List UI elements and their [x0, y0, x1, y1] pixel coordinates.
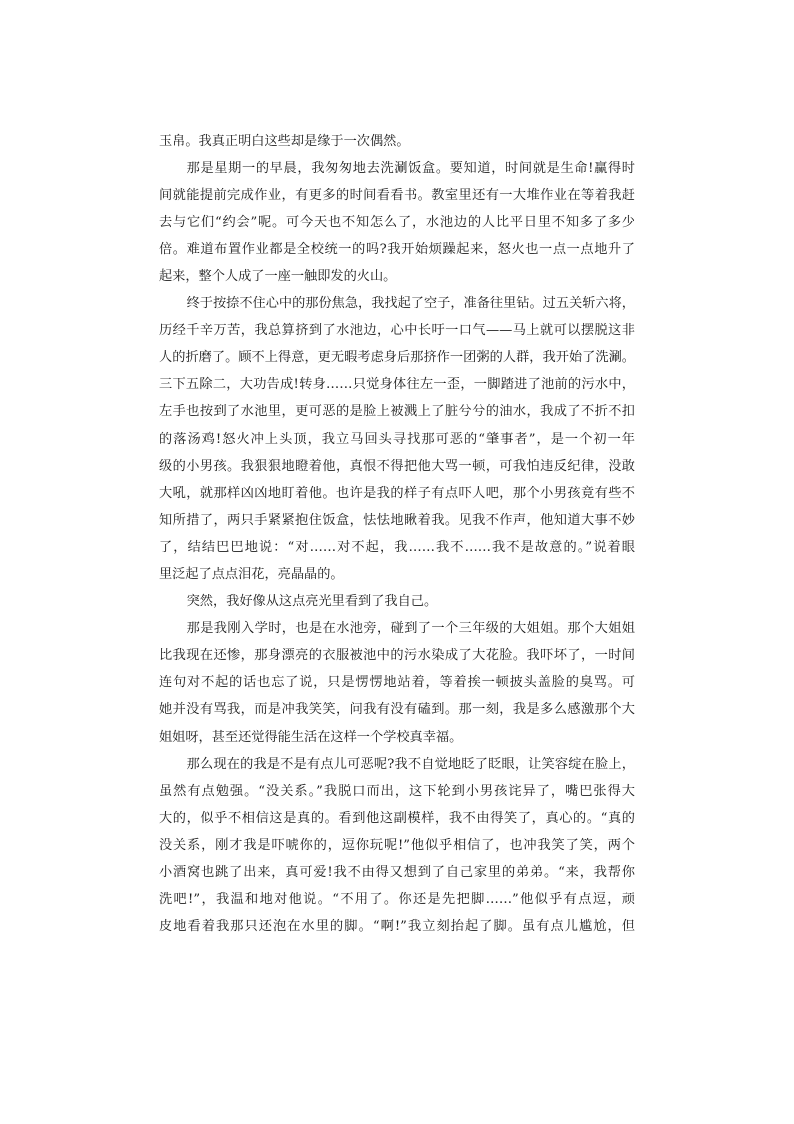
body-text	[159, 128, 635, 941]
text-line: 虽然有点勉强。“没关系。”我脱口而出，这下轮到小男孩诧异了，嘴巴张得大	[159, 783, 635, 799]
text-line: 洗吧!”，我温和地对他说。“不用了。你还是先把脚……”他似乎有点逗，顽	[159, 892, 635, 908]
text-line: 历经千辛万苦，我总算挤到了水池边，心中长吁一口气——马上就可以摆脱这非	[159, 323, 635, 339]
text-line: 终于按捺不住心中的那份焦急，我找起了空子，准备往里钻。过五关斩六将，	[186, 296, 635, 312]
text-line: 去与它们“约会”呢。可今天也不知怎么了，水池边的人比平日里不知多了多少	[159, 214, 635, 230]
paragraph	[159, 155, 635, 290]
paragraph	[159, 588, 635, 615]
text-line: 左手也按到了水池里，更可恶的是脸上被溅上了脏兮兮的油水，我成了不折不扣	[159, 404, 635, 420]
text-line: 的落汤鸡!怒火冲上头顶，我立马回头寻找那可恶的“肇事者”，是一个初一年	[159, 431, 635, 447]
text-line: 姐姐呀，甚至还觉得能生活在这样一个学校真幸福。	[159, 729, 463, 745]
paragraph-continued	[159, 128, 635, 155]
text-line: 倍。难道布置作业都是全校统一的吗?我开始烦躁起来，怒火也一点一点地升了	[159, 241, 635, 257]
text-line: 她并没有骂我，而是冲我笑笑，问我有没有磕到。那一刻，我是多么感激那个大	[159, 702, 635, 718]
text-line: 了，结结巴巴地说：“对……对不起，我……我不……我不是故意的。”说着眼	[159, 539, 635, 555]
text-line: 没关系，刚才我是吓唬你的，逗你玩呢!”他似乎相信了，也冲我笑了笑，两个	[159, 837, 635, 853]
text-line: 间就能提前完成作业，有更多的时间看看书。教室里还有一大堆作业在等着我赶	[159, 187, 635, 203]
text-line: 比我现在还惨，那身漂亮的衣服被池中的污水染成了大花脸。我吓坏了，一时间	[159, 648, 635, 664]
text-line: 玉帛。我真正明白这些却是缘于一次偶然。	[159, 133, 410, 149]
text-line: 连句对不起的话也忘了说，只是愣愣地站着，等着挨一顿披头盖脸的臭骂。可	[159, 675, 635, 691]
paragraph	[159, 751, 635, 941]
text-line: 级的小男孩。我狠狠地瞪着他，真恨不得把他大骂一顿，可我怕违反纪律，没敢	[159, 458, 635, 474]
text-line: 小酒窝也跳了出来，真可爱!我不由得又想到了自己家里的弟弟。“来，我帮你	[159, 865, 635, 881]
text-line: 突然，我好像从这点亮光里看到了我自己。	[186, 594, 438, 610]
text-line: 三下五除二，大功告成!转身……只觉身体往左一歪，一脚踏进了池前的污水中，	[159, 377, 635, 393]
text-line: 那是我刚入学时，也是在水池旁，碰到了一个三年级的大姐姐。那个大姐姐	[186, 621, 635, 637]
text-line: 知所措了，两只手紧紧抱住饭盒，怯怯地瞅着我。见我不作声，他知道大事不妙	[159, 512, 635, 528]
text-line: 里泛起了点点泪花，亮晶晶的。	[159, 567, 344, 582]
paragraph	[159, 615, 635, 750]
text-line: 大吼，就那样凶凶地盯着他。也许是我的样子有点吓人吧，那个小男孩竟有些不	[159, 485, 635, 501]
text-line: 大的，似乎不相信这是真的。看到他这副模样，我不由得笑了，真心的。“真的	[159, 810, 635, 826]
text-line: 那是星期一的早晨，我匆匆地去洗涮饭盒。要知道，时间就是生命!赢得时	[186, 160, 635, 176]
text-line: 起来，整个人成了一座一触即发的火山。	[159, 268, 397, 284]
text-line: 那么现在的我是不是有点儿可恶呢?我不自觉地眨了眨眼，让笑容绽在脸上，	[186, 756, 635, 772]
paragraph	[159, 290, 635, 588]
text-line: 皮地看着我那只还泡在水里的脚。“啊!”我立刻抬起了脚。虽有点儿尴尬，但	[159, 919, 635, 935]
text-line: 人的折磨了。顾不上得意，更无暇考虑身后那挤作一团粥的人群，我开始了洗涮。	[159, 350, 635, 366]
